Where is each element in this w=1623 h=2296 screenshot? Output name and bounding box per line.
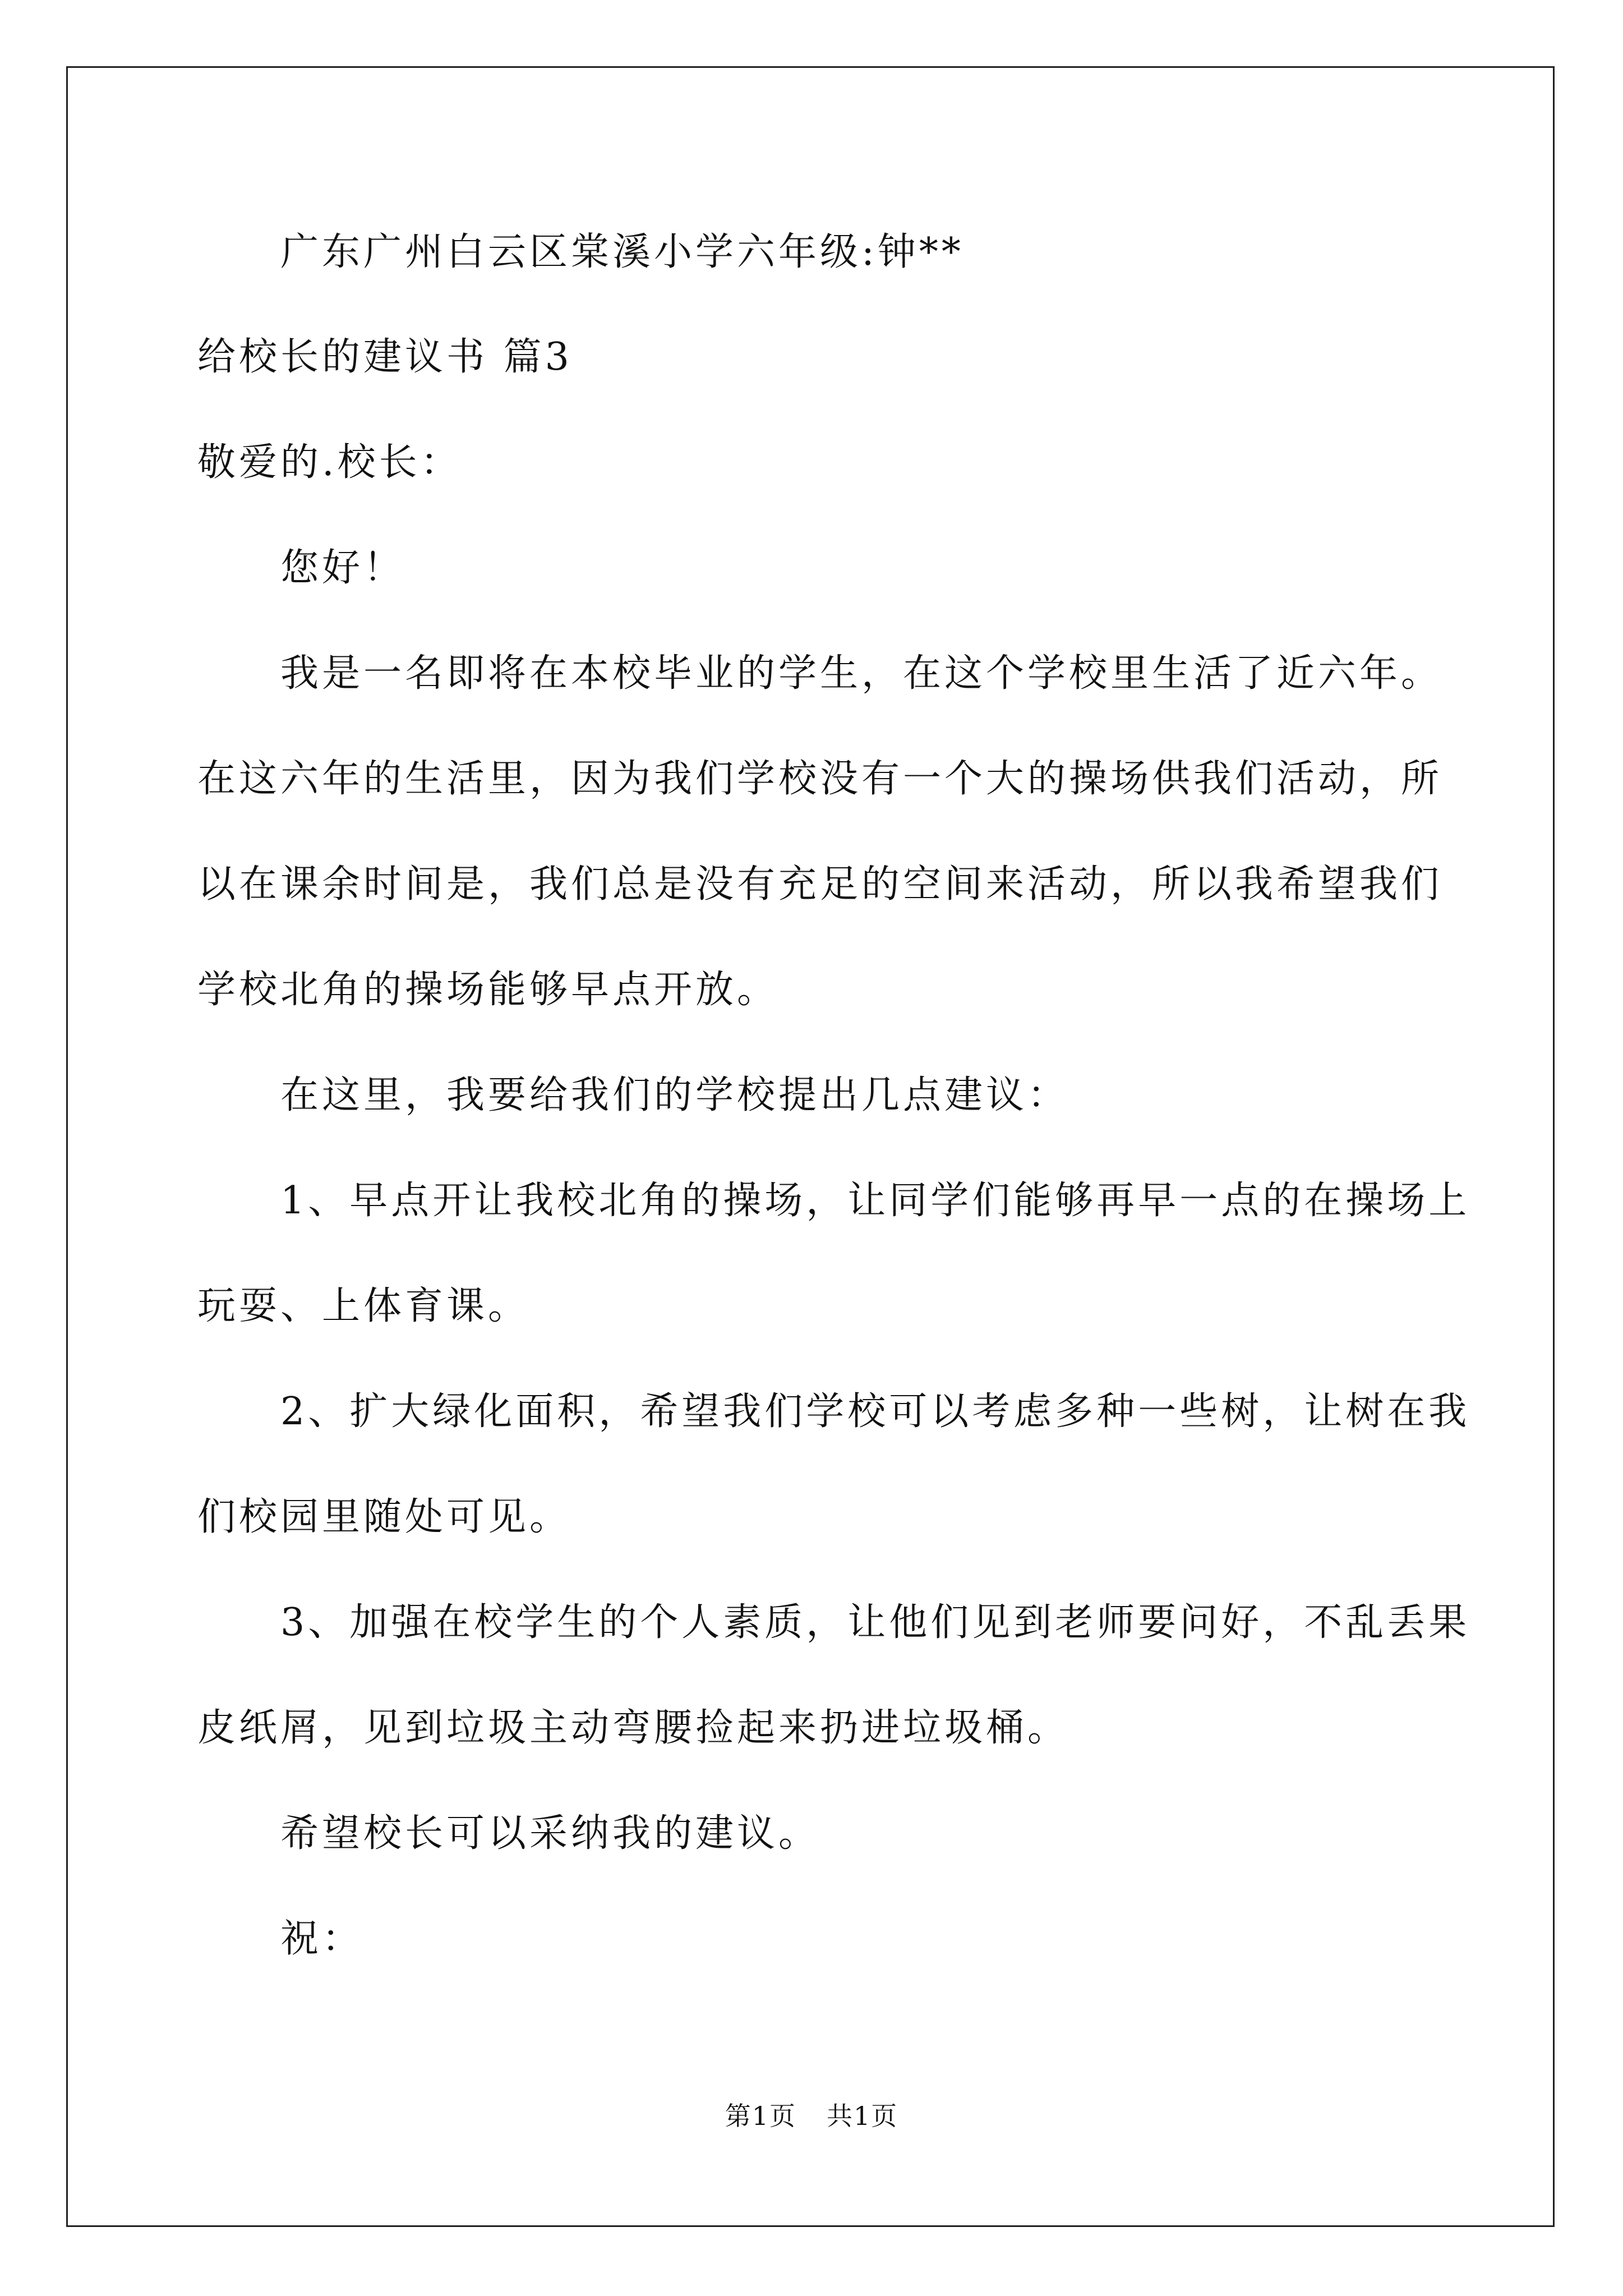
closing-line: 希望校长可以采纳我的建议。 xyxy=(280,1811,820,1856)
paragraph-line: 以在课余时间是，我们总是没有充足的空间来活动，所以我希望我们 xyxy=(197,862,1443,907)
paragraph-line: 我是一名即将在本校毕业的学生，在这个学校里生活了近六年。 xyxy=(280,651,1443,696)
suggestion-2-cont: 们校园里随处可见。 xyxy=(197,1495,571,1539)
paragraph-line: 学校北角的操场能够早点开放。 xyxy=(197,968,779,1012)
page-number: 第1页 xyxy=(725,2101,796,2131)
suggestion-1-cont: 玩耍、上体育课。 xyxy=(197,1284,530,1328)
salutation: 敬爱的.校长： xyxy=(197,440,462,485)
wish-line: 祝： xyxy=(280,1917,364,1961)
suggestion-3: 3、加强在校学生的个人素质，让他们见到老师要问好，不乱丢果 xyxy=(280,1600,1470,1645)
page-total: 共1页 xyxy=(827,2101,898,2131)
suggestion-1: 1、早点开让我校北角的操场，让同学们能够再早一点的在操场上 xyxy=(280,1179,1470,1223)
greeting: 您好！ xyxy=(280,546,405,590)
paragraph-line: 在这六年的生活里，因为我们学校没有一个大的操场供我们活动，所 xyxy=(197,757,1443,801)
suggestion-2: 2、扩大绿化面积，希望我们学校可以考虑多种一些树，让树在我 xyxy=(280,1389,1470,1434)
page-footer xyxy=(0,2099,1623,2133)
suggestion-3-cont: 皮纸屑，见到垃圾主动弯腰捡起来扔进垃圾桶。 xyxy=(197,1706,1069,1750)
author-line: 广东广州白云区棠溪小学六年级:钟** xyxy=(280,230,964,274)
section-title: 给校长的建议书 篇3 xyxy=(197,335,573,379)
page-border xyxy=(66,66,1555,2227)
paragraph-line: 在这里，我要给我们的学校提出几点建议： xyxy=(280,1073,1069,1117)
